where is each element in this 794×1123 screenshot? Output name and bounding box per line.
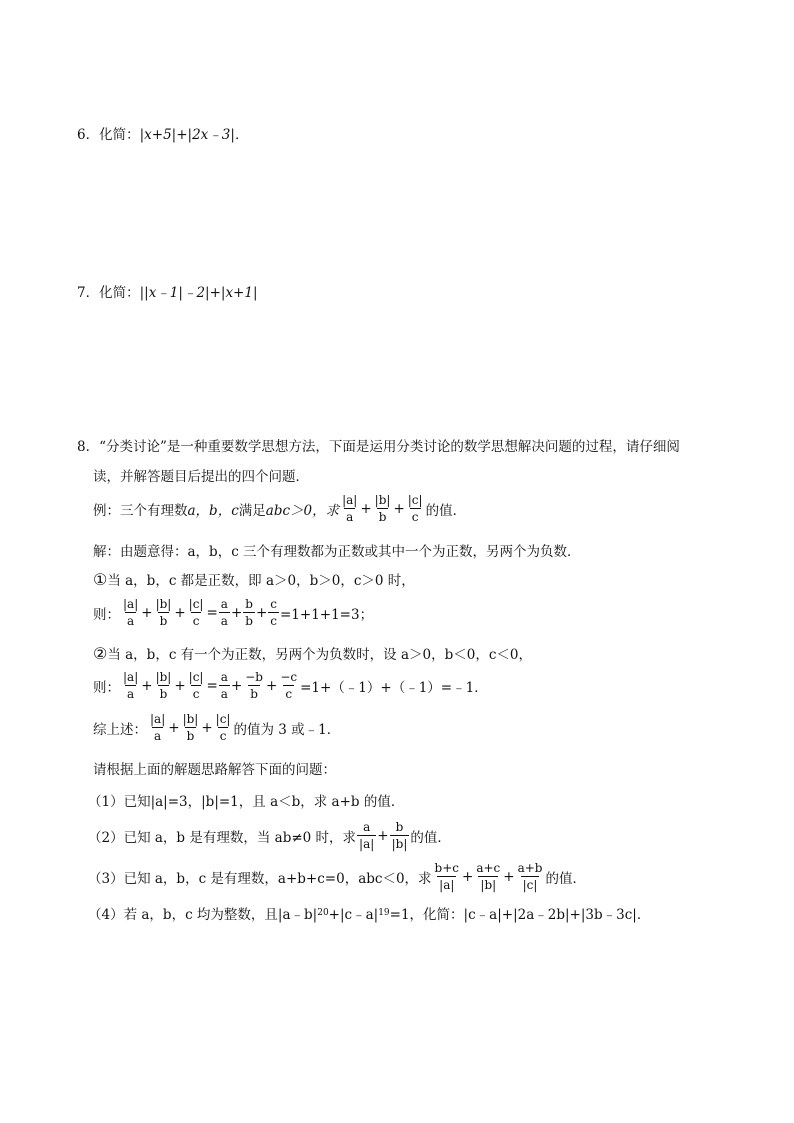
subproblem-1 <box>88 790 404 810</box>
then-label: 则： <box>93 606 120 623</box>
fraction: $\frac{|a|}{a}$ <box>123 670 139 701</box>
example-text: 的值． <box>425 502 467 519</box>
fraction-abs-a-over-a: $\frac{|a|}{a}$ <box>342 493 358 524</box>
fraction: $\frac{|b|}{b}$ <box>155 670 172 701</box>
fraction: $\frac{a+c}{|b|}$ <box>476 861 501 892</box>
question-number: 6． <box>77 127 100 143</box>
subproblem-text: =1，化简：|c﹣a|+|2a﹣2b|+|3b﹣3c|． <box>389 907 651 923</box>
subproblem-text: 的值． <box>410 829 451 846</box>
fraction: $\frac{|a|}{a}$ <box>123 597 139 628</box>
case-result: =1+（﹣1）+（﹣1）=﹣1． <box>300 679 488 696</box>
question-expression: ||x﹣1|﹣2|+|x+1| <box>139 285 258 301</box>
subproblem-text: （4）若 a，b，c 均为整数，且|a﹣b| <box>88 907 318 923</box>
question-7 <box>77 281 258 301</box>
question-6 <box>77 123 248 143</box>
question-label: 化简： <box>99 127 140 143</box>
case-1-line <box>93 569 415 589</box>
example-line: 例：三个有理数 a，b，c 满足 abc＞0，求 $\frac{|a|}{a}$ + $\frac{|b|}{b}$ + $\frac{|c|}{c}$ 的值． <box>93 493 467 524</box>
summary-text: 的值为 3 或﹣1． <box>233 721 341 738</box>
question-8-intro-line1 <box>77 435 680 455</box>
example-text: 满足 <box>238 502 266 519</box>
subproblem-text: （2）已知 a，b 是有理数，当 ab≠0 时，求 <box>88 829 357 846</box>
circled-one: ① <box>93 569 108 589</box>
summary-label: 综上述： <box>93 721 147 738</box>
question-8-intro-line2 <box>93 465 309 485</box>
subproblem-4 <box>88 903 650 923</box>
case-result: =1+1+1=3； <box>279 606 374 623</box>
instruction-text: 请根据上面的解题思路解答下面的问题： <box>93 762 336 778</box>
solution-line <box>93 540 581 560</box>
subproblem-text: 的值． <box>545 870 586 887</box>
example-text: 例：三个有理数 <box>93 502 188 519</box>
question-expression: |x+5|+|2x﹣3|． <box>139 127 249 143</box>
solution-text: 解：由题意得：a，b，c 三个有理数都为正数或其中一个为正数，另两个为负数． <box>93 544 581 560</box>
fraction: $\frac{|a|}{a}$ <box>150 712 166 743</box>
fraction: $\frac{|b|}{b}$ <box>155 597 172 628</box>
case-text: 当 a，b，c 都是正数，即 a＞0，b＞0，c＞0 时， <box>107 573 415 589</box>
intro-text: “分类讨论”是一种重要数学思想方法，下面是运用分类讨论的数学思想解决问题的过程，请仔细阅 <box>99 439 680 455</box>
fraction: $\frac{a}{a}$ <box>220 597 228 628</box>
example-variables: a，b，c <box>187 502 239 519</box>
example-condition: abc＞0，求 <box>265 502 340 519</box>
case-text: 当 a，b，c 有一个为正数，另两个为负数时，设 a＞0，b＜0，c＜0， <box>107 647 532 663</box>
fraction: $\frac{|c|}{c}$ <box>188 597 204 628</box>
intro-text: 读，并解答题目后提出的四个问题． <box>93 469 309 485</box>
then-label: 则： <box>93 679 120 696</box>
fraction: $\frac{b+c}{|a|}$ <box>434 861 460 892</box>
case-2-equation: 则： $\frac{|a|}{a}$ + $\frac{|b|}{b}$ + $\frac{|c|}{c}$ = $\frac{a}{a}$ + $\frac{-b}{b}$ + $\frac{-c}{c}$ =1+（﹣1）+（﹣1）=﹣1． <box>93 670 488 701</box>
subproblem-text: +|c﹣a| <box>328 907 379 923</box>
subproblem-text: （1）已知|a|=3，|b|=1，且 a＜b，求 a+b 的值． <box>88 794 405 810</box>
case-1-equation: 则： $\frac{|a|}{a}$ + $\frac{|b|}{b}$ + $\frac{|c|}{c}$ = $\frac{a}{a}$ + $\frac{b}{b}$ + $\frac{c}{c}$ =1+1+1=3； <box>93 597 374 628</box>
fraction: $\frac{|b|}{b}$ <box>182 712 199 743</box>
summary-line: 综上述： $\frac{|a|}{a}$ + $\frac{|b|}{b}$ + $\frac{|c|}{c}$ 的值为 3 或﹣1． <box>93 712 341 743</box>
fraction: $\frac{|c|}{c}$ <box>188 670 204 701</box>
question-number: 7． <box>77 285 100 301</box>
exponent: 19 <box>378 908 390 918</box>
fraction: $\frac{b}{|b|}$ <box>391 820 408 851</box>
fraction: $\frac{c}{c}$ <box>270 597 277 628</box>
question-number: 8． <box>77 439 100 455</box>
fraction: $\frac{-c}{c}$ <box>280 670 298 701</box>
case-2-line <box>93 643 532 663</box>
fraction-abs-c-over-c: $\frac{|c|}{c}$ <box>407 493 423 524</box>
fraction-abs-b-over-b: $\frac{|b|}{b}$ <box>374 493 391 524</box>
fraction: $\frac{b}{b}$ <box>245 597 253 628</box>
fraction: $\frac{a}{|a|}$ <box>359 820 375 851</box>
fraction: $\frac{a}{a}$ <box>220 670 228 701</box>
fraction: $\frac{-b}{b}$ <box>245 670 263 701</box>
subproblem-3: （3）已知 a，b，c 是有理数，a+b+c=0，abc＜0，求 $\frac{b+c}{|a|}$ + $\frac{a+c}{|b|}$ + $\frac{a+b}{|c|}$ 的值． <box>88 861 586 892</box>
fraction: $\frac{|c|}{c}$ <box>215 712 231 743</box>
fraction: $\frac{a+b}{|c|}$ <box>517 861 543 892</box>
subproblem-text: （3）已知 a，b，c 是有理数，a+b+c=0，abc＜0，求 <box>88 870 432 887</box>
subproblem-2: （2）已知 a，b 是有理数，当 ab≠0 时，求 $\frac{a}{|a|}$ + $\frac{b}{|b|}$ 的值． <box>88 820 451 851</box>
question-label: 化简： <box>99 285 140 301</box>
circled-two: ② <box>93 643 108 663</box>
instruction-line <box>93 758 336 778</box>
exponent: 20 <box>317 908 329 918</box>
